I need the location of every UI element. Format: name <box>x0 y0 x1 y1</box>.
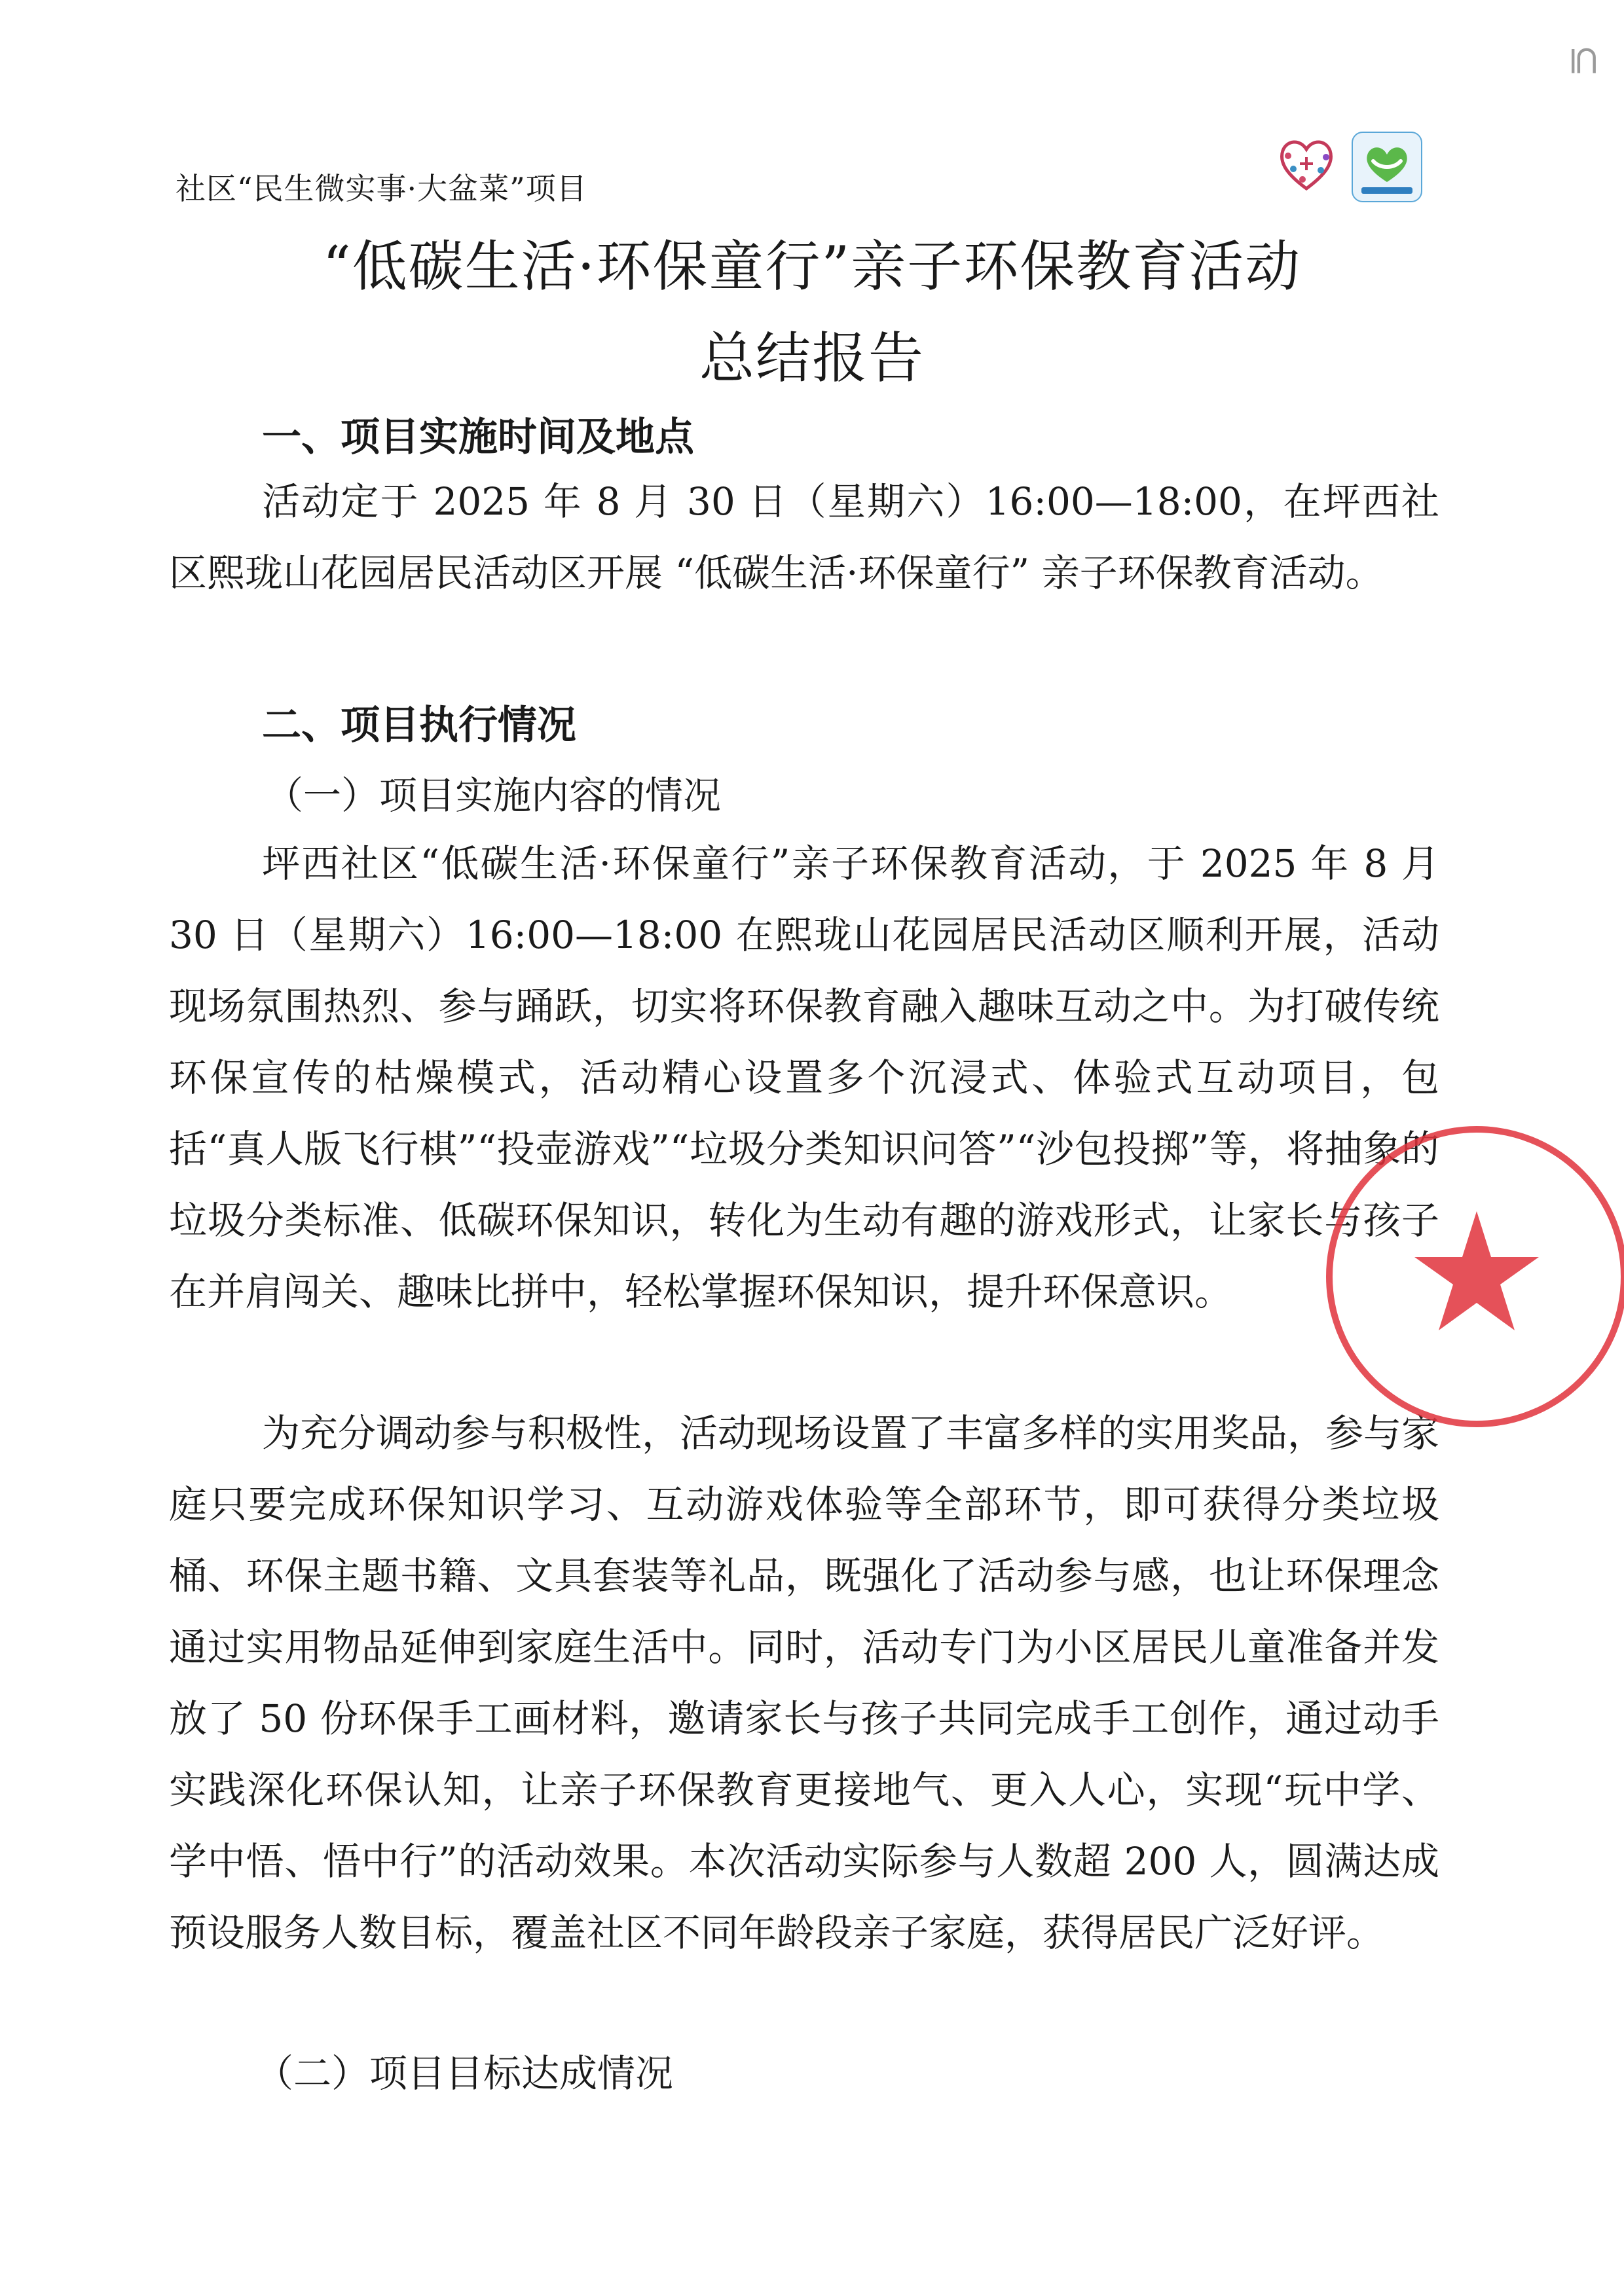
hands-heart-logo-icon <box>1351 131 1423 203</box>
project-header-line: 社区“民生微实事·大盆菜”项目 <box>175 171 587 206</box>
corner-handwritten-mark: ⊆ <box>1562 44 1608 78</box>
section-2-paragraph-2: 为充分调动参与积极性，活动现场设置了丰富多样的实用奖品，参与家庭只要完成环保知识学习、互动游戏体验等全部环节，即可获得分类垃圾桶、环保主题书籍、文具套装等礼品，既强化了活动参与感，也让环保理念通过实用物品延伸到家庭生活中。同时，活动专门为小区居民儿童准备并发放了 50 份环保手工画材料，邀请家长与孩子共同完成手工创作，通过动手实践深化环保认知，让亲子环保教育更接地气、更入人心，实现“玩中学、学中悟、悟中行”的活动效果。本次活动实际参与人数超 200 人，圆满达成预设服务人数目标，覆盖社区不同年龄段亲子家庭，获得居民广泛好评。 <box>169 1411 1440 1955</box>
section-1-paragraph: 活动定于 2025 年 8 月 30 日（星期六）16:00—18:00，在坪西社区熙珑山花园居民活动区开展 “低碳生活·环保童行” 亲子环保教育活动。 <box>169 479 1439 595</box>
section-2-subheading-2: （二）项目目标达成情况 <box>255 2051 674 2096</box>
logo-group <box>1274 131 1444 203</box>
section-2-heading: 二、项目执行情况 <box>262 702 576 748</box>
heart-wreath-logo-icon <box>1274 131 1339 196</box>
section-2-subheading-1: （一）项目实施内容的情况 <box>265 773 722 818</box>
document-title-line-1: “低碳生活·环保童行”亲子环保教育活动 <box>322 234 1302 299</box>
section-1-heading: 一、项目实施时间及地点 <box>262 414 694 460</box>
company-seal-stamp <box>1313 1113 1624 1440</box>
document-title-line-2: 总结报告 <box>699 326 925 390</box>
section-2-paragraph-1: 坪西社区“低碳生活·环保童行”亲子环保教育活动，于 2025 年 8 月 30 日（星期六）16:00—18:00 在熙珑山花园居民活动区顺利开展，活动现场氛围热烈、参与踊跃，切实将环保教育融入趣味互动之中。为打破传统环保宣传的枯燥模式，活动精心设置多个沉浸式、体验式互动项目，包括“真人版飞行棋”“投壶游戏”“垃圾分类知识问答”“沙包投掷”等，将抽象的垃圾分类标准、低碳环保知识，转化为生动有趣的游戏形式，让家长与孩子在并肩闯关、趣味比拼中，轻松掌握环保知识，提升环保意识。 <box>169 841 1439 1314</box>
